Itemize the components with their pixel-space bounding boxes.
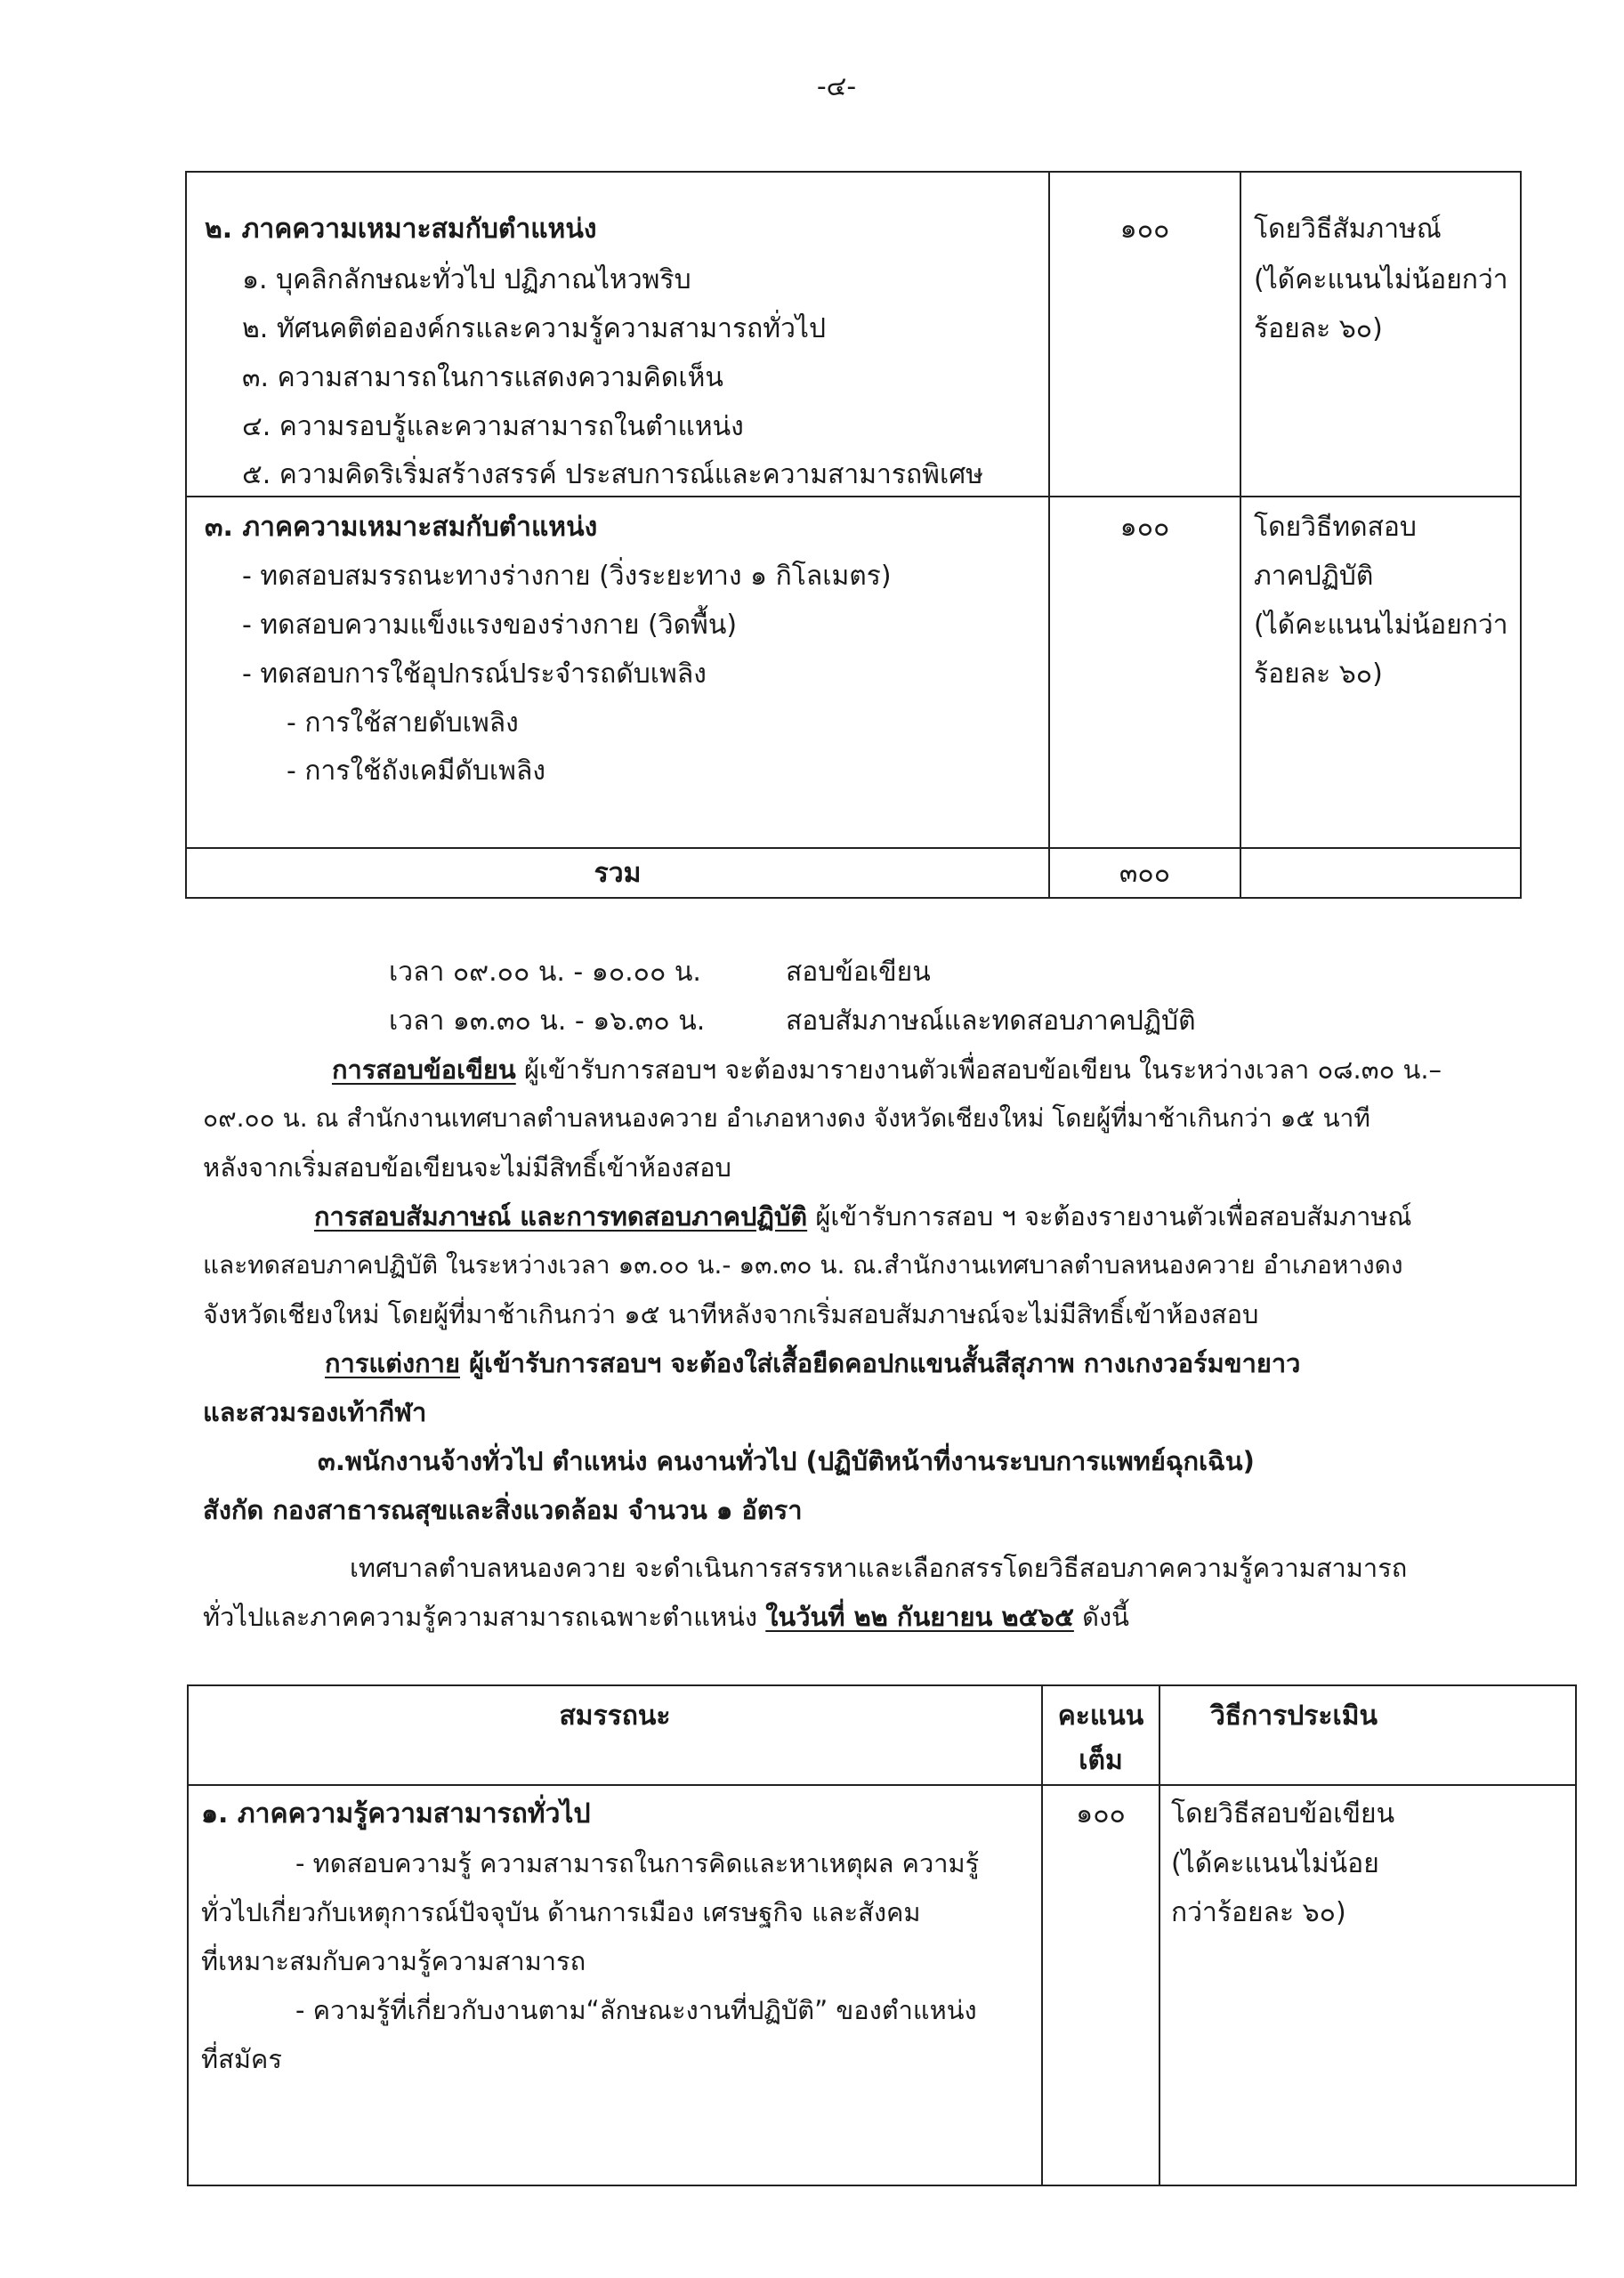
total-label: รวม xyxy=(594,858,642,889)
row2-item: ๔. ความรอบรู้และความสามารถในตำแหน่ง xyxy=(242,411,744,442)
row3-method: ภาคปฏิบัติ xyxy=(1254,561,1374,592)
schedule-activity: สอบข้อเขียน xyxy=(786,957,931,988)
position-title: สังกัด กองสาธารณสุขและสิ่งแวดล้อม จำนวน ๑ อัตรา xyxy=(203,1495,803,1525)
dress-text: ผู้เข้ารับการสอบฯ จะต้องใส่เสื้อยืดคอปกแขนสั้นสีสุภาพ กางเกงวอร์มขายาว xyxy=(469,1348,1301,1378)
written-exam-line xyxy=(332,1054,1442,1086)
position-title: ๓.พนักงานจ้างทั่วไป ตำแหน่ง คนงานทั่วไป (ปฏิบัติหน้าที่งานระบบการแพทย์ฉุกเฉิน) xyxy=(318,1446,1255,1476)
row3-heading: ๓. ภาคความเหมาะสมกับตำแหน่ง xyxy=(205,512,598,543)
row3-subitem: - การใช้สายดับเพลิง xyxy=(287,707,519,739)
interview-text: ผู้เข้ารับการสอบ ฯ จะต้องรายงานตัวเพื่อสอบสัมภาษณ์ xyxy=(815,1201,1412,1232)
table2-header xyxy=(188,1685,1576,1785)
intro-line xyxy=(203,1602,1129,1633)
interview-line: จังหวัดเชียงใหม่ โดยผู้ที่มาช้าเกินกว่า ๑๕ นาทีหลังจากเริ่มสอบสัมภาษณ์จะไม่มีสิทธิ์เข้าห้องสอบ xyxy=(203,1299,1259,1329)
schedule-time: เวลา ๑๓.๓๐ น. - ๑๖.๓๐ น. xyxy=(389,1006,706,1037)
table2-row1-method: (ได้คะแนนไม่น้อย xyxy=(1171,1848,1379,1879)
row3-method: ร้อยละ ๖๐) xyxy=(1254,658,1383,690)
table1-row-2 xyxy=(186,172,1521,497)
row3-score: ๑๐๐ xyxy=(1119,512,1170,543)
row2-item: ๑. บุคลิกลักษณะทั่วไป ปฏิภาณไหวพริบ xyxy=(242,264,691,295)
table2-row-1 xyxy=(188,1785,1576,2185)
row2-item: ๓. ความสามารถในการแสดงความคิดเห็น xyxy=(242,362,723,393)
row2-score: ๑๐๐ xyxy=(1119,214,1170,245)
row3-item: - ทดสอบความแข็งแรงของร่างกาย (วิดพื้น) xyxy=(242,610,738,641)
interview-line xyxy=(314,1201,1411,1232)
evaluation-table-1 xyxy=(185,171,1522,899)
page-number: -๔- xyxy=(816,71,857,102)
row3-method: (ได้คะแนนไม่น้อยกว่า xyxy=(1254,610,1508,641)
row3-subitem: - การใช้ถังเคมีดับเพลิง xyxy=(287,755,545,787)
row2-method: (ได้คะแนนไม่น้อยกว่า xyxy=(1254,264,1508,295)
row3-item: - ทดสอบการใช้อุปกรณ์ประจำรถดับเพลิง xyxy=(242,658,707,690)
header-competency: สมรรถนะ xyxy=(559,1700,671,1732)
row2-item: ๕. ความคิดริเริ่มสร้างสรรค์ ประสบการณ์และความสามารถพิเศษ xyxy=(242,459,984,490)
interview-line: และทดสอบภาคปฏิบัติ ในระหว่างเวลา ๑๓.๐๐ น.- ๑๓.๓๐ น. ณ.สำนักงานเทศบาลตำบลหนองควาย อำเภอหางดง xyxy=(203,1250,1403,1280)
table2-row1-line: ที่สมัคร xyxy=(201,2044,282,2074)
header-score: เต็ม xyxy=(1079,1745,1123,1776)
row2-method: ร้อยละ ๖๐) xyxy=(1254,313,1383,344)
row2-method: โดยวิธีสัมภาษณ์ xyxy=(1254,214,1442,245)
table2-row1-score: ๑๐๐ xyxy=(1076,1798,1126,1830)
written-exam-line: หลังจากเริ่มสอบข้อเขียนจะไม่มีสิทธิ์เข้าห้องสอบ xyxy=(203,1152,731,1183)
table2-row1-heading: ๑. ภาคความรู้ความสามารถทั่วไป xyxy=(201,1798,591,1830)
table2-row1-method: กว่าร้อยละ ๖๐) xyxy=(1171,1897,1346,1928)
row2-item: ๒. ทัศนคติต่อองค์กรและความรู้ความสามารถทั่วไป xyxy=(242,313,827,344)
table1-row-3 xyxy=(186,497,1521,848)
header-method: วิธีการประเมิน xyxy=(1209,1700,1378,1732)
table2-row1-line: - ทดสอบความรู้ ความสามารถในการคิดและหาเหตุผล ความรู้ xyxy=(295,1848,980,1878)
dress-line: และสวมรองเท้ากีฬา xyxy=(203,1397,427,1427)
schedule-activity: สอบสัมภาษณ์และทดสอบภาคปฏิบัติ xyxy=(786,1006,1196,1037)
table2-row1-line: - ความรู้ที่เกี่ยวกับงานตาม“ลักษณะงานที่ปฏิบัติ” ของตำแหน่ง xyxy=(295,1995,977,2025)
table2-row1-method: โดยวิธีสอบข้อเขียน xyxy=(1171,1798,1395,1830)
schedule-time: เวลา ๐๙.๐๐ น. - ๑๐.๐๐ น. xyxy=(389,957,701,988)
intro-text: ดังนี้ xyxy=(1073,1602,1129,1632)
dress-line xyxy=(325,1348,1300,1379)
written-exam-text: ผู้เข้ารับการสอบฯ จะต้องมารายงานตัวเพื่อสอบข้อเขียน ในระหว่างเวลา ๐๘.๓๐ น.– xyxy=(523,1054,1442,1085)
intro-text: ทั่วไปและภาคความรู้ความสามารถเฉพาะตำแหน่ง xyxy=(203,1602,766,1632)
header-score: คะแนน xyxy=(1057,1700,1144,1732)
evaluation-table-2 xyxy=(187,1684,1577,2186)
row2-heading: ๒. ภาคความเหมาะสมกับตำแหน่ง xyxy=(205,214,597,245)
written-exam-line: ๐๙.๐๐ น. ณ สำนักงานเทศบาลตำบลหนองควาย อำเภอหางดง จังหวัดเชียงใหม่ โดยผู้ที่มาช้าเกินกว่า ๑๕ นาที xyxy=(203,1103,1370,1133)
written-exam-label: การสอบข้อเขียน xyxy=(332,1054,516,1085)
table2-row1-line: ทั่วไปเกี่ยวกับเหตุการณ์ปัจจุบัน ด้านการเมือง เศรษฐกิจ และสังคม xyxy=(201,1897,921,1927)
total-score: ๓๐๐ xyxy=(1119,858,1171,889)
row3-item: - ทดสอบสมรรถนะทางร่างกาย (วิ่งระยะทาง ๑ กิโลเมตร) xyxy=(242,561,892,592)
exam-date: ในวันที่ ๒๒ กันยายน ๒๕๖๕ xyxy=(765,1602,1074,1632)
interview-label: การสอบสัมภาษณ์ และการทดสอบภาคปฏิบัติ xyxy=(314,1201,808,1232)
row3-method: โดยวิธีทดสอบ xyxy=(1254,512,1417,543)
dress-label: การแต่งกาย xyxy=(325,1348,460,1378)
table2-row1-line: ที่เหมาะสมกับความรู้ความสามารถ xyxy=(201,1946,586,1976)
table1-total-row xyxy=(186,848,1521,898)
intro-line: เทศบาลตำบลหนองควาย จะดำเนินการสรรหาและเลือกสรรโดยวิธีสอบภาคความรู้ความสามารถ xyxy=(350,1553,1408,1583)
